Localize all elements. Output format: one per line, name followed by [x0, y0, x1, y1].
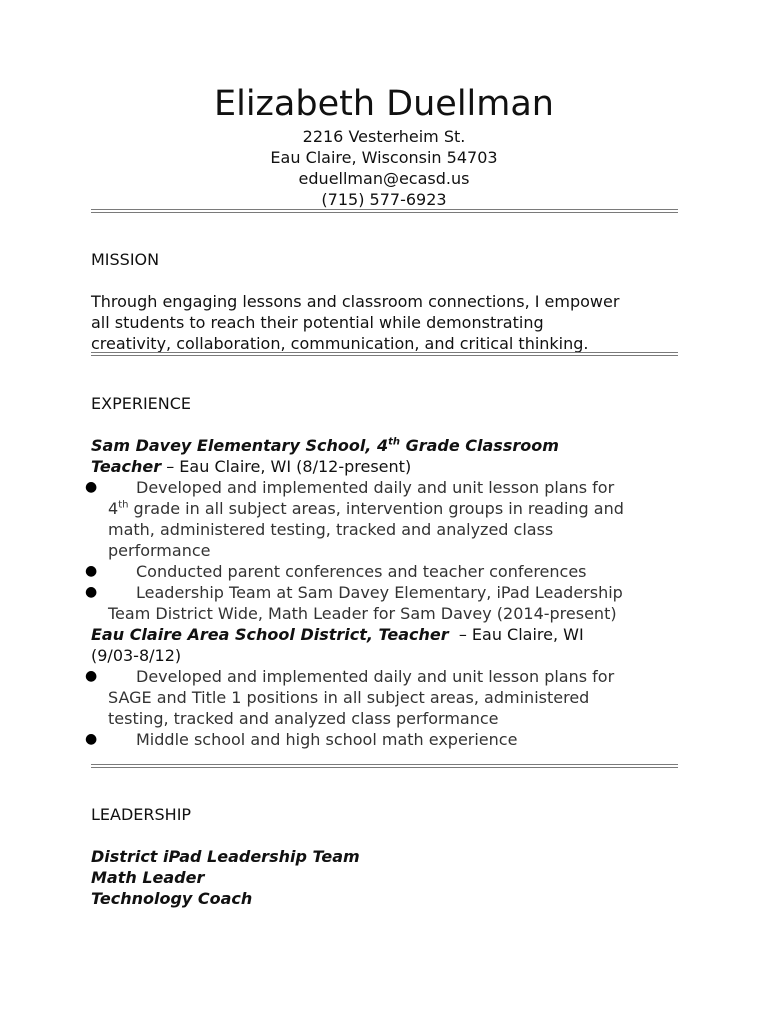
divider-experience — [91, 764, 678, 768]
resume-name: Elizabeth Duellman — [213, 84, 554, 124]
leadership-section — [91, 804, 691, 909]
leadership-item: District iPad Leadership Team — [91, 847, 360, 866]
bullet-icon: ● — [85, 668, 98, 684]
leadership-heading: LEADERSHIP — [91, 805, 192, 824]
job-title: Sam Davey Elementary School, 4th Grade Classroom — [91, 436, 559, 455]
bullet-icon: ● — [85, 731, 98, 747]
list-item: ● Middle school and high school math experience — [85, 730, 518, 749]
divider-header — [91, 209, 678, 213]
job-title-line2: Teacher – Eau Claire, WI (8/12-present) — [91, 457, 412, 476]
mission-line: creativity, collaboration, communication, and critical thinking. — [91, 334, 589, 353]
list-item: ● Developed and implemented daily and unit lesson plans for SAGE and Title 1 positions in all subject areas, administered testing, tracked and analyzed class performance — [85, 667, 615, 728]
leadership-item: Math Leader — [91, 868, 205, 887]
job-dates: (9/03-8/12) — [91, 646, 182, 665]
bullet-icon: ● — [85, 479, 98, 495]
experience-section — [85, 393, 691, 750]
contact-block — [0, 126, 768, 210]
contact-address: 2216 Vesterheim St. — [302, 127, 466, 146]
job-bullets — [85, 477, 691, 624]
list-item: ● Leadership Team at Sam Davey Elementary, iPad Leadership Team District Wide, Math Leader for Sam Davey (2014-present) — [85, 583, 623, 623]
mission-section — [91, 249, 691, 354]
list-item: ● Conducted parent conferences and teacher conferences — [85, 562, 587, 581]
job-location: – Eau Claire, WI — [448, 625, 584, 644]
bullet-icon: ● — [85, 584, 98, 600]
mission-line: all students to reach their potential while demonstrating — [91, 313, 544, 332]
leadership-item: Technology Coach — [91, 889, 253, 908]
contact-email: eduellman@ecasd.us — [298, 169, 470, 188]
divider-mission — [91, 352, 678, 356]
contact-city: Eau Claire, Wisconsin 54703 — [270, 148, 498, 167]
job-location-dates: – Eau Claire, WI (8/12-present) — [161, 457, 412, 476]
experience-heading: EXPERIENCE — [91, 394, 192, 413]
list-item: ● Developed and implemented daily and unit lesson plans for 4th grade in all subject areas, intervention groups in reading and math, administered testing, tracked and analyzed class performance — [85, 478, 624, 560]
mission-heading: MISSION — [91, 250, 160, 269]
mission-line: Through engaging lessons and classroom connections, I empower — [91, 292, 620, 311]
contact-phone: (715) 577-6923 — [321, 190, 447, 209]
job-bullets — [85, 666, 691, 750]
job-title: Eau Claire Area School District, Teacher – Eau Claire, WI — [91, 625, 584, 644]
bullet-icon: ● — [85, 563, 98, 579]
